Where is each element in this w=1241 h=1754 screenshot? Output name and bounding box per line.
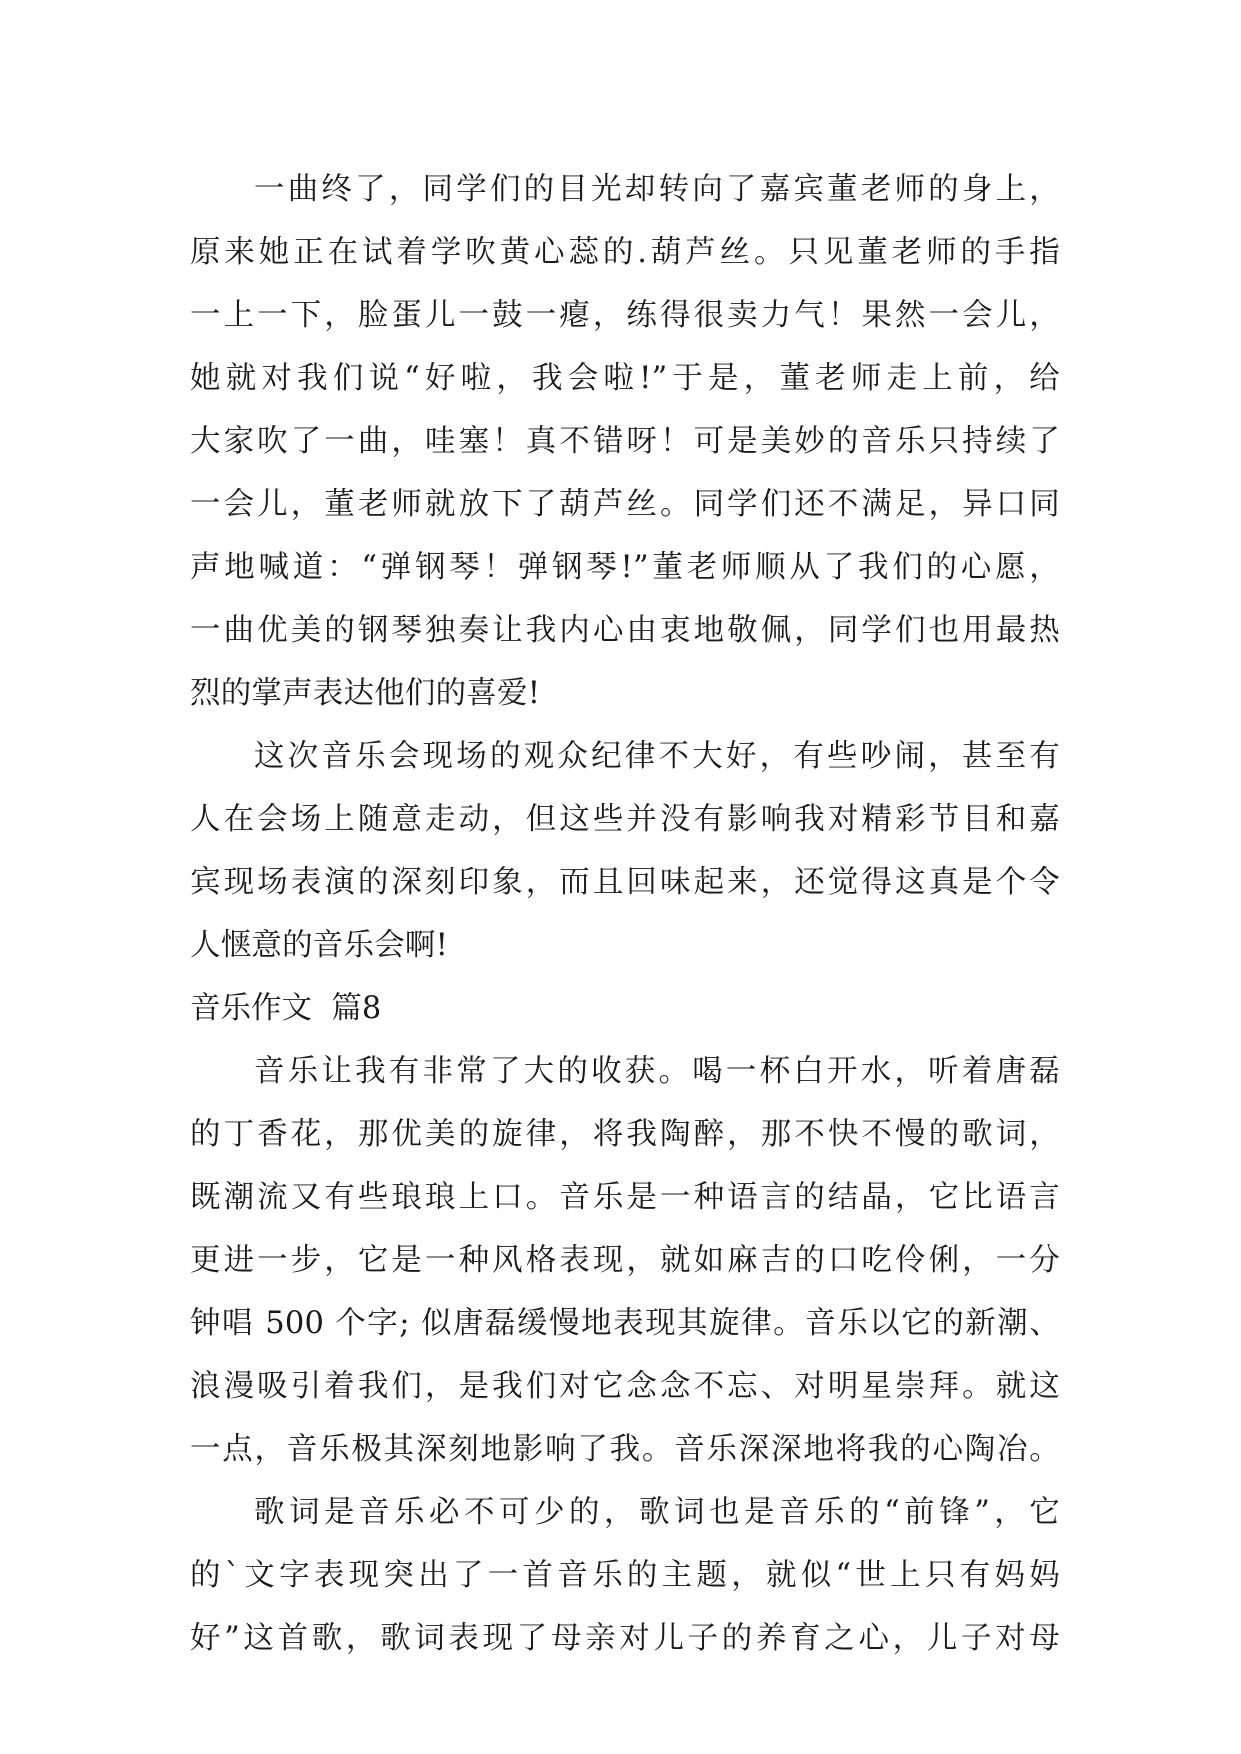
text-line: 一曲终了，同学们的目光却转向了嘉宾董老师的身上， <box>254 172 1060 207</box>
text-line: 宾现场表演的深刻印象，而且回味起来，还觉得这真是个令 <box>190 865 1060 900</box>
text-line: 一上一下，脸蛋儿一鼓一瘪，练得很卖力气！果然一会儿， <box>190 298 1060 333</box>
text-line: 一会儿，董老师就放下了葫芦丝。同学们还不满足，异口同 <box>190 487 1060 522</box>
text-line: 人在会场上随意走动，但这些并没有影响我对精彩节目和嘉 <box>190 802 1060 837</box>
text-line: 好”这首歌，歌词表现了母亲对儿子的养育之心，儿子对母 <box>190 1621 1060 1656</box>
text-line: 这次音乐会现场的观众纪律不大好，有些吵闹，甚至有 <box>254 739 1060 774</box>
text-line: 浪漫吸引着我们，是我们对它念念不忘、对明星崇拜。就这 <box>190 1369 1060 1404</box>
text-line: 她就对我们说“好啦，我会啦!”于是，董老师走上前，给 <box>190 361 1060 396</box>
text-line: 歌词是音乐必不可少的，歌词也是音乐的“前锋”，它 <box>254 1495 1060 1530</box>
text-line: 一点，音乐极其深刻地影响了我。音乐深深地将我的心陶冶。 <box>190 1432 1060 1467</box>
text-line: 更进一步，它是一种风格表现，就如麻吉的口吃伶俐，一分 <box>190 1243 1060 1278</box>
text-line: 钟唱 500 个字; 似唐磊缓慢地表现其旋律。音乐以它的新潮、 <box>190 1306 1060 1341</box>
text-line: 原来她正在试着学吹黄心蕊的.葫芦丝。只见董老师的手指 <box>190 235 1060 270</box>
text-line: 大家吹了一曲，哇塞！真不错呀！可是美妙的音乐只持续了 <box>190 424 1060 459</box>
paragraph <box>190 158 1060 725</box>
text-line: 声地喊道：“弹钢琴！弹钢琴!”董老师顺从了我们的心愿， <box>190 550 1060 585</box>
text-line: 既潮流又有些琅琅上口。音乐是一种语言的结晶，它比语言 <box>190 1180 1060 1215</box>
text-line: 烈的掌声表达他们的喜爱! <box>190 676 541 711</box>
paragraph <box>190 1481 1060 1670</box>
paragraph <box>190 725 1060 977</box>
text-line: 人惬意的音乐会啊! <box>190 928 449 963</box>
section-heading: 音乐作文 篇8 <box>190 991 382 1026</box>
text-line: 的丁香花，那优美的旋律，将我陶醉，那不快不慢的歌词， <box>190 1117 1060 1152</box>
document-body <box>190 158 1060 1670</box>
paragraph <box>190 1040 1060 1481</box>
text-line: 音乐让我有非常了大的收获。喝一杯白开水，听着唐磊 <box>254 1054 1060 1089</box>
text-line: 的`文字表现突出了一首音乐的主题，就似“世上只有妈妈 <box>190 1558 1060 1593</box>
text-line: 一曲优美的钢琴独奏让我内心由衷地敬佩，同学们也用最热 <box>190 613 1060 648</box>
